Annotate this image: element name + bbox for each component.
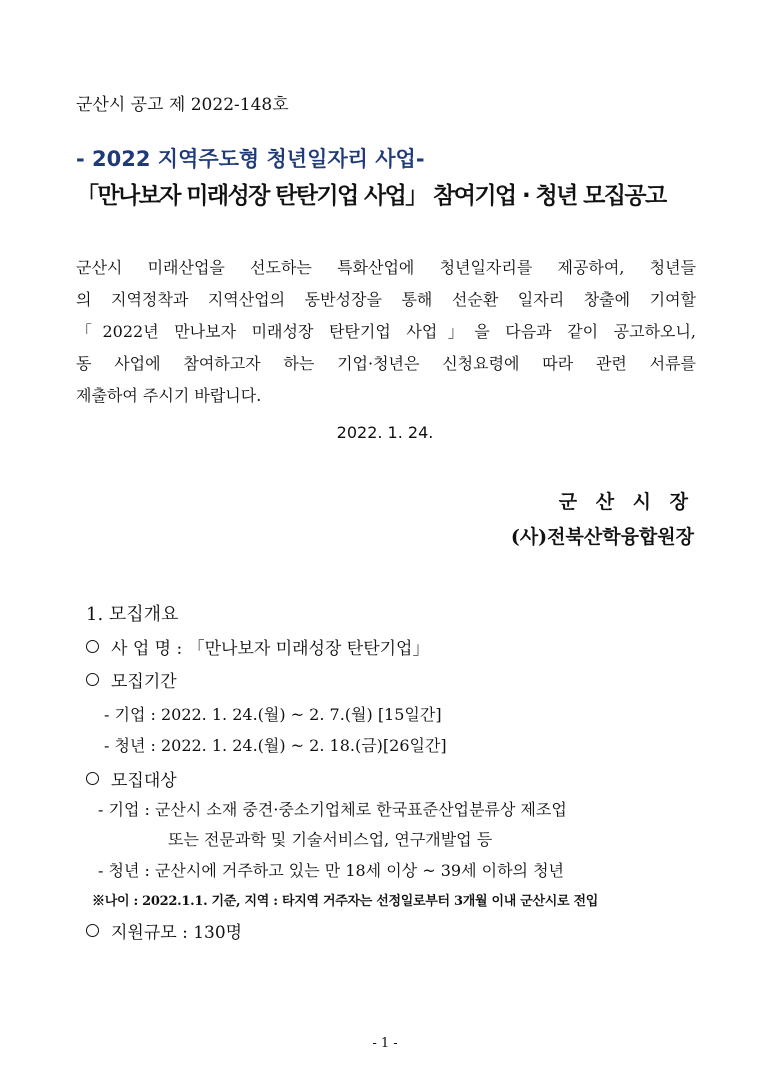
period-youth: - 청년 : 2022. 1. 24.(월) ~ 2. 18.(금)[26일간]: [104, 736, 447, 755]
bullet-target: [86, 766, 177, 791]
project-name-text: 사 업 명 : 「만나보자 미래성장 탄탄기업」: [111, 639, 430, 659]
circle-bullet-icon: [86, 640, 99, 653]
intro-paragraph: [76, 252, 696, 412]
target-company-line-2: 또는 전문과학 및 기술서비스업, 연구개발업 등: [168, 830, 493, 849]
scale-text: 지원규모 : 130명: [111, 923, 243, 943]
intro-line: 제출하여 주시기 바랍니다.: [76, 386, 262, 405]
circle-bullet-icon: [86, 673, 99, 686]
page-number: - 1 -: [372, 1036, 398, 1051]
intro-line: 군산시 미래산업을 선도하는 특화산업에 청년일자리를 제공하여, 청년들: [76, 258, 696, 277]
bullet-scale: [86, 918, 242, 943]
section-title: 1. 모집개요: [86, 604, 179, 625]
intro-line: 동 사업에 참여하고자 하는 기업·청년은 신청요령에 따라 관련 서류를: [76, 354, 696, 373]
signature-mayor: 군 산 시 장: [558, 491, 694, 513]
notice-subtitle: - 2022 지역주도형 청년일자리 사업-: [76, 147, 425, 171]
signature-organization: (사)전북산학융합원장: [510, 526, 694, 548]
age-region-note: ※나이 : 2022.1.1. 기준, 지역 : 타지역 거주자는 선정일로부터 3개월 이내 군산시로 전입: [92, 894, 599, 909]
bullet-project-name: [86, 634, 429, 659]
intro-line: 의 지역정착과 지역산업의 동반성장을 통해 선순환 일자리 창출에 기여할: [76, 290, 696, 309]
period-title-text: 모집기간: [111, 672, 177, 692]
circle-bullet-icon: [86, 924, 99, 937]
notice-date: 2022. 1. 24.: [336, 423, 434, 442]
target-company-line-1: - 기업 : 군산시 소재 중견·중소기업체로 한국표준산업분류상 제조업: [98, 800, 567, 819]
target-youth: - 청년 : 군산시에 거주하고 있는 만 18세 이상 ~ 39세 이하의 청년: [98, 861, 564, 880]
target-title-text: 모집대상: [111, 771, 177, 791]
notice-title: 「만나보자 미래성장 탄탄기업 사업」 참여기업 · 청년 모집공고: [76, 183, 666, 209]
bullet-period: [86, 667, 177, 692]
notice-reference-number: 군산시 공고 제 2022-148호: [76, 95, 289, 115]
period-company: - 기업 : 2022. 1. 24.(월) ~ 2. 7.(월) [15일간]: [104, 705, 442, 724]
intro-line: 「2022년 만나보자 미래성장 탄탄기업 사업」을 다음과 같이 공고하오니,: [76, 322, 696, 341]
circle-bullet-icon: [86, 772, 99, 785]
